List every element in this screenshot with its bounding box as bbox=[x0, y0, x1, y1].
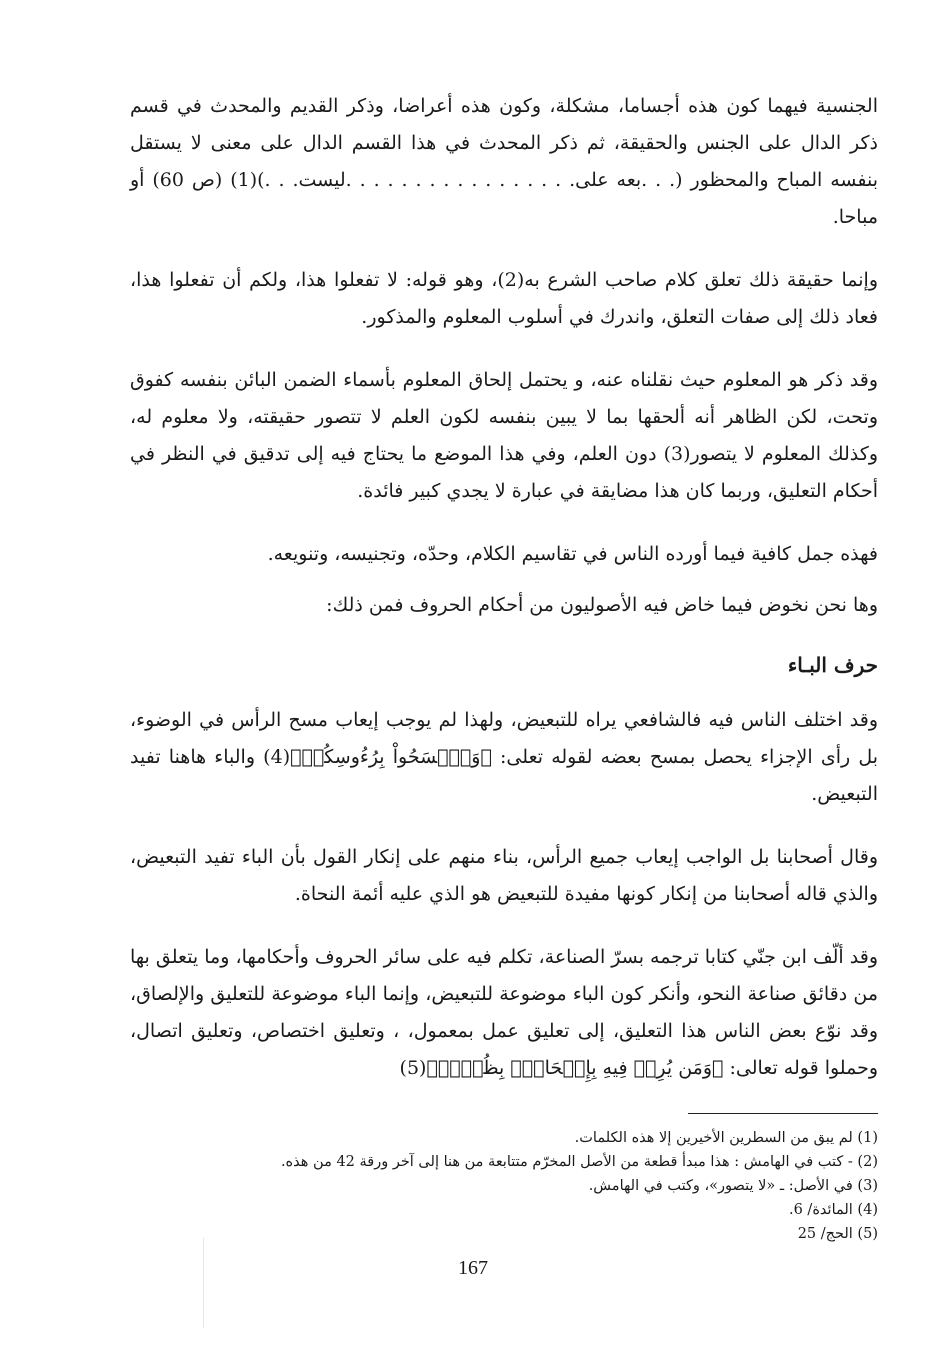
paragraph: وقد ذكر هو المعلوم حيث نقلناه عنه، و يحتمل إلحاق المعلوم بأسماء الضمن البائن بنفسه كفوق وتحت، لكن الظاهر أنه ألحقها بما لا يبين بنفسه لكون العلم لا تتصور حقيقته، ولا معلوم له، وكذلك المعلوم لا يتصور(3) دون العلم، وفي هذا الموضع ما يحتاج فيه إلى تدقيق في النظر في أحكام التعليق، وربما كان هذا مضايقة في عبارة لا يجدي كبير فائدة. bbox=[130, 369, 879, 502]
page-body bbox=[130, 88, 878, 1246]
paragraph: وقال أصحابنا بل الواجب إيعاب جميع الرأس، بناء منهم على إنكار القول بأن الباء تفيد التبعيض، والذي قاله أصحابنا من إنكار كونها مفيدة للتبعيض هو الذي عليه أئمة النحاة. bbox=[130, 846, 878, 905]
paragraph: وقد اختلف الناس فيه فالشافعي يراه للتبعيض، ولهذا لم يوجب إيعاب مسح الرأس في الوضوء، بل رأى الإجزاء يحصل بمسح بعضه لقوله تعلى: ﴿وَٱمۡسَحُواْ بِرُءُوسِكُمۡ﴾(4) والباء هاهنا تفيد التبعيض. bbox=[130, 709, 878, 805]
footnote: (2) - كتب في الهامش : هذا مبدأ قطعة من الأصل المخرّم متتابعة من هنا إلى آخر ورقة 42 من هذه. bbox=[280, 1154, 878, 1170]
footnote: (1) لم يبق من السطرين الأخيرين إلا هذه الكلمات. bbox=[574, 1130, 878, 1146]
footnote: (5) الحج/ 25 bbox=[797, 1226, 878, 1242]
paragraph: الجنسية فيهما كون هذه أجساما، مشكلة، وكون هذه أعراضا، وذكر القديم والمحدث في قسم ذكر الدال على الجنس والحقيقة، ثم ذكر المحدث في هذا القسم الدال على معنى لا يستقل بنفسه المباح والمحظور (. . .بعه على. . . . . . . . . . . . . . . . .ليست. . .)(1) (ص 60) أو مباحا. bbox=[130, 95, 879, 228]
section-heading: حرف البـاء bbox=[787, 653, 878, 677]
footnote: (3) في الأصل: ـ «لا يتصور»، وكتب في الهامش. bbox=[588, 1178, 878, 1194]
footnotes bbox=[130, 1126, 878, 1246]
scan-artifact-line bbox=[203, 1238, 204, 1328]
footnote: (4) المائدة/ 6. bbox=[788, 1202, 878, 1218]
paragraph: وها نحن نخوض فيما خاض فيه الأصوليون من أحكام الحروف فمن ذلك: bbox=[326, 594, 878, 616]
paragraph: وقد ألّف ابن جنّي كتابا ترجمه بسرّ الصناعة، تكلم فيه على سائر الحروف وأحكامها، وما يتعلق بها من دقائق صناعة النحو، وأنكر كون الباء موضوعة للتبعيض، وإنما الباء موضوعة للتعليق والإلصاق، وقد نوّع بعض الناس هذا التعليق، إلى تعليق عمل بمعمول، ، وتعليق اختصاص، وتعليق اتصال، وحملوا قوله تعالى: ﴿وَمَن يُرِدۡ فِيهِ بِإِلۡحَادِۢ بِظُلۡمٖ﴾(5) bbox=[130, 946, 878, 1079]
paragraph: فهذه جمل كافية فيما أورده الناس في تقاسيم الكلام، وحدّه، وتجنيسه، وتنويعه. bbox=[267, 543, 878, 565]
footnote-divider bbox=[688, 1113, 878, 1114]
paragraph: وإنما حقيقة ذلك تعلق كلام صاحب الشرع به(2)، وهو قوله: لا تفعلوا هذا، ولكم أن تفعلوا هذا، فعاد ذلك إلى صفات التعلق، واندرك في أسلوب المعلوم والمذكور. bbox=[130, 269, 878, 328]
page-number: 167 bbox=[458, 1257, 488, 1279]
